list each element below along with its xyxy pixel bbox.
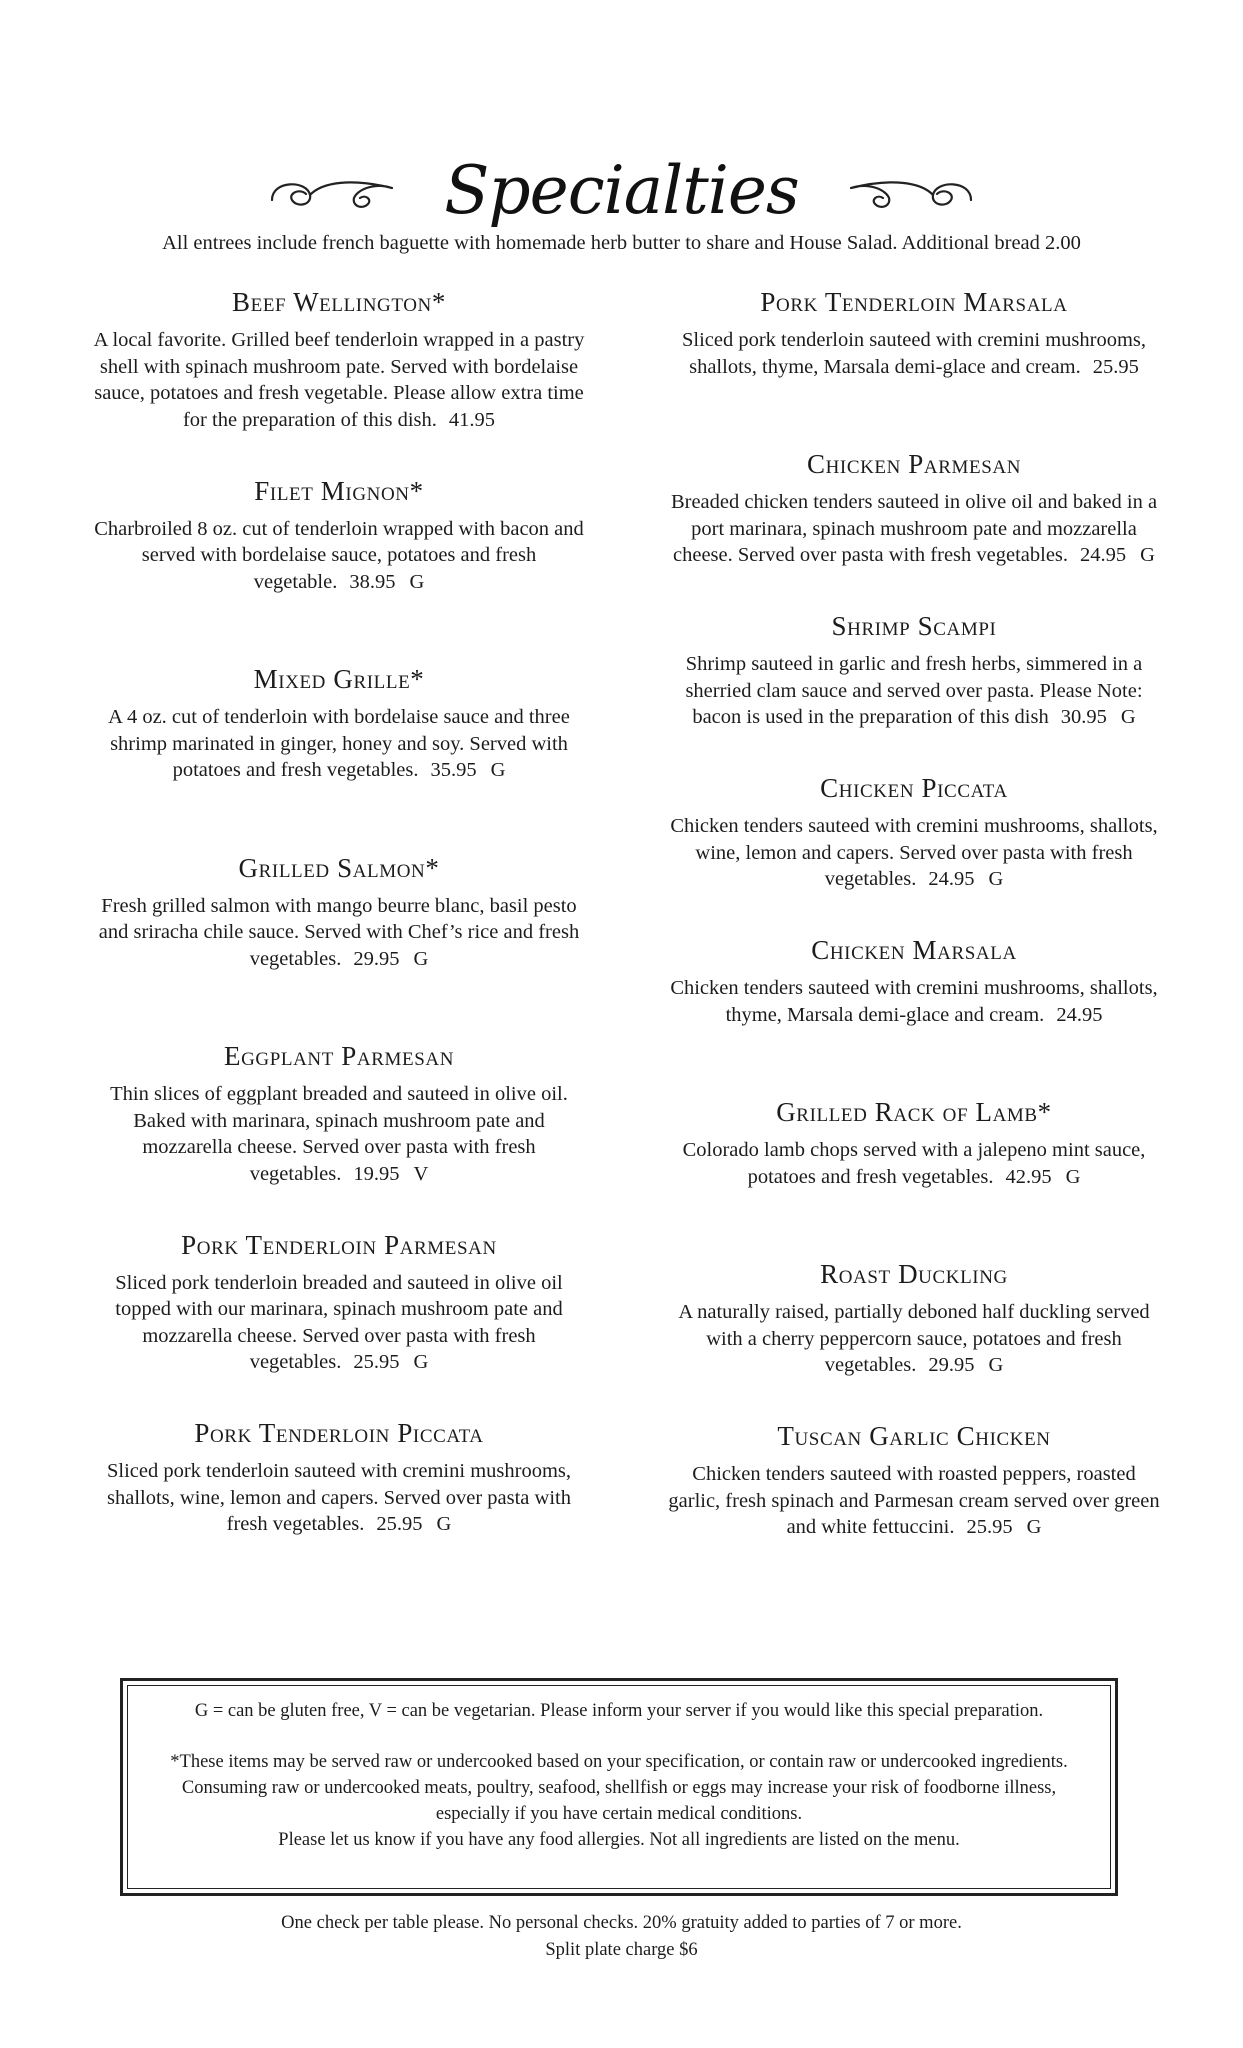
menu-item — [89, 1228, 589, 1417]
item-price: 25.95 — [1092, 355, 1139, 378]
item-price: 29.95 — [353, 947, 400, 970]
page-header — [0, 135, 1243, 245]
item-price: 41.95 — [448, 408, 496, 431]
menu-item — [664, 1419, 1164, 1581]
item-description: Sliced pork tenderloin sauteed with cremini mushrooms, shallots, wine, lemon and capers. Served over pasta with fresh vegetables. 25.95 G — [106, 1460, 571, 1535]
item-description: Sliced pork tenderloin breaded and sauteed in olive oil topped with our marinara, spinach mushroom pate and mozzarella cheese. Served over pasta with fresh vegetables. 25.95 G — [115, 1271, 563, 1373]
footer — [0, 1910, 1243, 1964]
check-policy: One check per table please. No personal checks. 20% gratuity added to parties of 7 or more. — [281, 1913, 962, 1933]
menu-item — [89, 1416, 589, 1605]
intro-text: All entrees include french baguette with homemade herb butter to share and House Salad. Additional bread 2.00 — [162, 232, 1081, 254]
item-name: Eggplant Parmesan — [223, 1041, 455, 1071]
diet-badge: V — [413, 1162, 429, 1185]
menu-item — [89, 1039, 589, 1228]
item-name: Grilled Rack of Lamb* — [776, 1097, 1052, 1127]
item-description: Fresh grilled salmon with mango beurre blanc, basil pesto and sriracha chile sauce. Served with Chef’s rice and fresh vegetables. 29.95 G — [98, 894, 580, 970]
item-name: Pork Tenderloin Marsala — [760, 287, 1068, 317]
item-name: Pork Tenderloin Parmesan — [181, 1229, 497, 1260]
item-description: Shrimp sauteed in garlic and fresh herbs, simmered in a sherried clam sauce and served over pasta. Please Note: bacon is used in the preparation of this dish 30.95 G — [685, 653, 1143, 728]
item-price: 42.95 — [1005, 1165, 1052, 1188]
menu-item — [664, 1095, 1164, 1257]
item-price: 30.95 — [1060, 706, 1107, 728]
item-name: Tuscan Garlic Chicken — [777, 1421, 1051, 1451]
item-description: Colorado lamb chops served with a jalepeno mint sauce, potatoes and fresh vegetables. 42.95 G — [682, 1139, 1146, 1188]
diet-badge: G — [1065, 1165, 1081, 1188]
item-price: 25.95 — [966, 1516, 1013, 1538]
menu-item — [664, 771, 1164, 933]
item-name: Pork Tenderloin Piccata — [194, 1418, 484, 1448]
item-description: Chicken tenders sauteed with cremini mushrooms, shallots, wine, lemon and capers. Served over pasta with fresh vegetables. 24.95 G — [670, 815, 1158, 890]
menu-item — [664, 285, 1164, 447]
item-price: 25.95 — [376, 1513, 423, 1535]
menu-item — [89, 662, 589, 851]
item-description: A 4 oz. cut of tenderloin with bordelaise sauce and three shrimp marinated in ginger, honey and soy. Served with potatoes and fresh vegetables. 35.95 G — [108, 706, 570, 781]
diet-badge: G — [490, 759, 506, 781]
diet-legend: G = can be gluten free, V = can be vegetarian. Please inform your server if you would like this special preparation. — [194, 1701, 1044, 1721]
item-price: 24.95 — [1080, 544, 1127, 566]
item-price: 38.95 — [349, 570, 396, 593]
item-description: Charbroiled 8 oz. cut of tenderloin wrapped with bacon and served with bordelaise sauce, potatoes and fresh vegetable. 38.95 G — [94, 517, 584, 593]
left-ornament-icon — [262, 160, 402, 220]
item-price: 35.95 — [430, 759, 477, 781]
diet-badge: G — [1120, 706, 1136, 728]
menu-item — [664, 933, 1164, 1095]
diet-badge: G — [413, 947, 429, 970]
item-description: Chicken tenders sauteed with roasted peppers, roasted garlic, fresh spinach and Parmesan cream served over green and white fettuccini. 25.95 G — [668, 1463, 1160, 1538]
diet-badge: G — [1026, 1516, 1042, 1538]
item-price: 24.95 — [1056, 1003, 1103, 1026]
item-description: A local favorite. Grilled beef tenderloin wrapped in a pastry shell with spinach mushroom pate. Served with bordelaise sauce, potatoes and fresh vegetable. Please allow extra time for the preparation of this dish. 41.95 — [93, 329, 585, 431]
right-menu-column — [664, 285, 1164, 1581]
item-name: Chicken Parmesan — [806, 449, 1022, 479]
item-description: Sliced pork tenderloin sauteed with cremini mushrooms, shallots, thyme, Marsala demi-glace and cream. 25.95 — [681, 329, 1146, 378]
item-price: 24.95 — [928, 868, 975, 890]
diet-badge: G — [988, 868, 1004, 890]
item-description: Thin slices of eggplant breaded and sauteed in olive oil. Baked with marinara, spinach mushroom pate and mozzarella cheese. Served over pasta with fresh vegetables. 19.95 V — [110, 1083, 568, 1185]
item-description: Chicken tenders sauteed with cremini mushrooms, shallots, thyme, Marsala demi-glace and cream. 24.95 — [670, 977, 1158, 1026]
page-title: Specialties — [444, 151, 799, 229]
raw-food-warning: *These items may be served raw or undercooked based on your specification, or contain raw or undercooked ingredients. Consuming raw or undercooked meats, poultry, seafood, shellfish or eggs may increase your risk of foodborne illness, especially if you have certain medical conditions. — [170, 1752, 1068, 1824]
diet-badge: G — [988, 1354, 1004, 1376]
item-name: Chicken Piccata — [820, 773, 1008, 803]
left-menu-column — [89, 285, 589, 1605]
allergy-notice: Please let us know if you have any food allergies. Not all ingredients are listed on the menu. — [278, 1830, 960, 1850]
notice-box — [120, 1678, 1118, 1896]
menu-item — [664, 1257, 1164, 1419]
right-ornament-icon — [841, 160, 981, 220]
item-name: Beef Wellington* — [232, 287, 446, 317]
item-price: 25.95 — [353, 1351, 400, 1373]
item-price: 19.95 — [353, 1162, 400, 1185]
item-name: Grilled Salmon* — [238, 852, 440, 883]
menu-item — [664, 447, 1164, 609]
split-plate-charge: Split plate charge $6 — [545, 1940, 698, 1960]
item-name: Roast Duckling — [820, 1259, 1008, 1289]
diet-badge: G — [436, 1513, 452, 1535]
item-name: Mixed Grille* — [253, 664, 425, 694]
item-name: Shrimp Scampi — [831, 611, 997, 641]
item-description: A naturally raised, partially deboned half duckling served with a cherry peppercorn sauce, potatoes and fresh vegetables. 29.95 G — [678, 1301, 1150, 1376]
menu-item — [89, 474, 589, 663]
menu-item — [664, 609, 1164, 771]
menu-item — [89, 851, 589, 1040]
item-price: 29.95 — [928, 1354, 975, 1376]
item-name: Filet Mignon* — [254, 475, 424, 506]
notice-box-inner — [127, 1685, 1111, 1889]
diet-badge: G — [409, 570, 425, 593]
diet-badge: G — [413, 1351, 429, 1373]
menu-item — [89, 285, 589, 474]
item-description: Breaded chicken tenders sauteed in olive oil and baked in a port marinara, spinach mushroom pate and mozzarella cheese. Served over pasta with fresh vegetables. 24.95 G — [670, 491, 1158, 566]
diet-badge: G — [1140, 544, 1155, 566]
item-name: Chicken Marsala — [811, 935, 1017, 965]
